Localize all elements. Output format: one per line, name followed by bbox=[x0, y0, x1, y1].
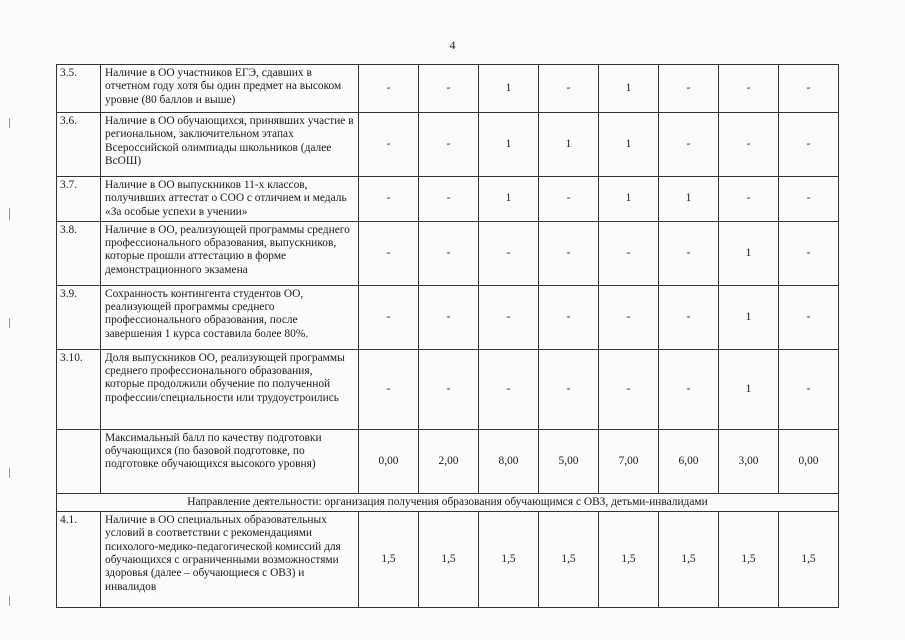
score-cell: - bbox=[719, 177, 779, 222]
score-cell: - bbox=[779, 349, 839, 429]
score-cell: - bbox=[659, 113, 719, 177]
score-cell: 1,5 bbox=[659, 512, 719, 608]
score-cell: - bbox=[479, 349, 539, 429]
margin-mark bbox=[9, 596, 10, 606]
table-row bbox=[57, 177, 839, 222]
score-cell: - bbox=[659, 285, 719, 349]
row-number: 3.7. bbox=[57, 177, 101, 222]
score-cell: 1,5 bbox=[539, 512, 599, 608]
criterion-description: Наличие в ОО выпускников 11-х классов, получивших аттестат о СОО с отличием и медаль «За особые успехи в учении» bbox=[101, 177, 359, 222]
score-cell: - bbox=[659, 65, 719, 113]
score-cell: 6,00 bbox=[659, 429, 719, 493]
score-cell: 1 bbox=[599, 65, 659, 113]
row-number: 3.8. bbox=[57, 221, 101, 285]
score-cell: 1,5 bbox=[599, 512, 659, 608]
row-number bbox=[57, 429, 101, 493]
section-row bbox=[57, 493, 839, 511]
score-cell: - bbox=[779, 113, 839, 177]
criterion-description: Наличие в ОО специальных образовательных условий в соответствии с рекомендациями психолого-медико-педагогической комиссий для обучающихся с ограниченными возможностями здоровья (далее – обучающиеся с ОВЗ) и инвалидов bbox=[101, 512, 359, 608]
criterion-description: Наличие в ОО участников ЕГЭ, сдавших в отчетном году хотя бы один предмет на высоком уровне (80 баллов и выше) bbox=[101, 65, 359, 113]
criterion-description: Сохранность контингента студентов ОО, реализующей программы среднего профессионального образования, после завершения 1 курса составила более 80%. bbox=[101, 285, 359, 349]
score-cell: 0,00 bbox=[359, 429, 419, 493]
score-cell: 7,00 bbox=[599, 429, 659, 493]
score-cell: - bbox=[359, 177, 419, 222]
table-row bbox=[57, 65, 839, 113]
section-title: Направление деятельности: организация получения образования обучающимся с ОВЗ, детьми-инвалидами bbox=[57, 493, 839, 511]
criteria-table bbox=[56, 64, 839, 608]
score-cell: 3,00 bbox=[719, 429, 779, 493]
score-cell: 2,00 bbox=[419, 429, 479, 493]
score-cell: 1 bbox=[719, 285, 779, 349]
table-row bbox=[57, 221, 839, 285]
score-cell: - bbox=[419, 349, 479, 429]
score-cell: 1 bbox=[599, 113, 659, 177]
score-cell: - bbox=[659, 349, 719, 429]
score-cell: - bbox=[779, 221, 839, 285]
criterion-description: Наличие в ОО, реализующей программы среднего профессионального образования, выпускников, которые прошли аттестацию в форме демонстрационного экзамена bbox=[101, 221, 359, 285]
score-cell: - bbox=[419, 177, 479, 222]
row-number: 3.5. bbox=[57, 65, 101, 113]
score-cell: - bbox=[599, 349, 659, 429]
score-cell: 1 bbox=[659, 177, 719, 222]
score-cell: - bbox=[479, 221, 539, 285]
score-cell: 1,5 bbox=[359, 512, 419, 608]
score-cell: 1 bbox=[539, 113, 599, 177]
score-cell: - bbox=[359, 113, 419, 177]
score-cell: 1,5 bbox=[479, 512, 539, 608]
score-cell: - bbox=[539, 65, 599, 113]
score-cell: - bbox=[359, 285, 419, 349]
score-cell: 0,00 bbox=[779, 429, 839, 493]
score-cell: 1 bbox=[479, 177, 539, 222]
score-cell: 1 bbox=[479, 65, 539, 113]
score-cell: - bbox=[659, 221, 719, 285]
criterion-description: Наличие в ОО обучающихся, принявших участие в региональном, заключительном этапах Всероссийской олимпиады школьников (далее ВсОШ) bbox=[101, 113, 359, 177]
score-cell: - bbox=[719, 65, 779, 113]
table-body bbox=[57, 65, 839, 608]
margin-mark bbox=[9, 208, 10, 220]
table-row bbox=[57, 512, 839, 608]
score-cell: 1 bbox=[719, 349, 779, 429]
score-cell: - bbox=[599, 285, 659, 349]
score-cell: - bbox=[419, 113, 479, 177]
score-cell: 1 bbox=[599, 177, 659, 222]
score-cell: - bbox=[779, 177, 839, 222]
row-number: 4.1. bbox=[57, 512, 101, 608]
score-cell: - bbox=[599, 221, 659, 285]
score-cell: - bbox=[539, 177, 599, 222]
score-cell: - bbox=[359, 221, 419, 285]
score-cell: - bbox=[779, 285, 839, 349]
score-cell: 5,00 bbox=[539, 429, 599, 493]
score-cell: 8,00 bbox=[479, 429, 539, 493]
table-row bbox=[57, 429, 839, 493]
score-cell: 1,5 bbox=[719, 512, 779, 608]
table-row bbox=[57, 113, 839, 177]
score-cell: - bbox=[419, 65, 479, 113]
score-cell: - bbox=[419, 221, 479, 285]
score-cell: 1 bbox=[719, 221, 779, 285]
score-cell: - bbox=[779, 65, 839, 113]
row-number: 3.9. bbox=[57, 285, 101, 349]
criterion-description: Доля выпускников ОО, реализующей программы среднего профессионального образования, которые продолжили обучение по полученной профессии/специальности или трудоустроились bbox=[101, 349, 359, 429]
score-cell: - bbox=[419, 285, 479, 349]
score-cell: - bbox=[719, 113, 779, 177]
criterion-description: Максимальный балл по качеству подготовки обучающихся (по базовой подготовке, по подготовке обучающихся высокого уровня) bbox=[101, 429, 359, 493]
score-cell: 1 bbox=[479, 113, 539, 177]
score-cell: 1,5 bbox=[779, 512, 839, 608]
score-cell: - bbox=[539, 349, 599, 429]
score-cell: 1,5 bbox=[419, 512, 479, 608]
score-cell: - bbox=[479, 285, 539, 349]
score-cell: - bbox=[359, 349, 419, 429]
row-number: 3.10. bbox=[57, 349, 101, 429]
margin-mark bbox=[9, 118, 10, 128]
table-row bbox=[57, 349, 839, 429]
margin-mark bbox=[9, 468, 10, 478]
score-cell: - bbox=[359, 65, 419, 113]
page-number: 4 bbox=[449, 38, 456, 52]
table-row bbox=[57, 285, 839, 349]
row-number: 3.6. bbox=[57, 113, 101, 177]
score-cell: - bbox=[539, 221, 599, 285]
margin-mark bbox=[9, 318, 10, 328]
score-cell: - bbox=[539, 285, 599, 349]
